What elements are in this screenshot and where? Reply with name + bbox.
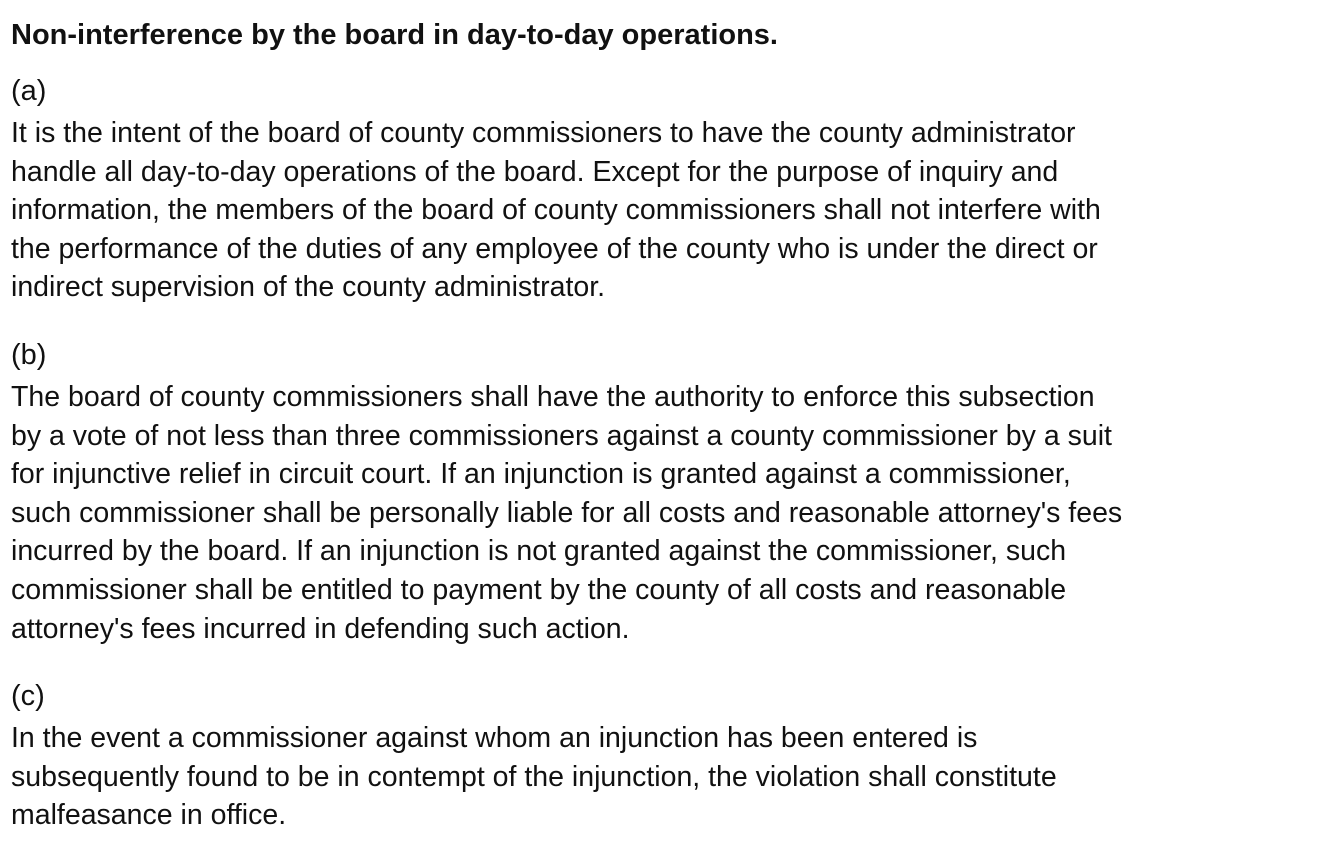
paragraph-line: The board of county commissioners shall have the authority to enforce this subsection <box>11 381 1095 413</box>
paragraph-line: indirect supervision of the county administrator. <box>11 271 606 304</box>
paragraph-line: In the event a commissioner against whom an injunction has been entered is <box>11 722 978 754</box>
section-marker-a: (a) <box>11 75 47 107</box>
paragraph-line: malfeasance in office. <box>11 799 287 832</box>
paragraph-line: the performance of the duties of any employee of the county who is under the direct or <box>11 232 1098 265</box>
paragraph-line: subsequently found to be in contempt of the injunction, the violation shall constitute <box>11 760 1057 793</box>
paragraph-line: attorney's fees incurred in defending such action. <box>11 612 630 645</box>
section-paragraph-a <box>11 114 1317 307</box>
paragraph-line: information, the members of the board of county commissioners shall not interfere with <box>11 194 1101 227</box>
paragraph-line: handle all day-to-day operations of the board. Except for the purpose of inquiry and <box>11 155 1059 188</box>
paragraph-line: for injunctive relief in circuit court. If an injunction is granted against a commissioner, <box>11 458 1071 491</box>
section-marker-c: (c) <box>11 680 45 712</box>
paragraph-line: such commissioner shall be personally liable for all costs and reasonable attorney's fees <box>11 496 1123 529</box>
section-marker-b: (b) <box>11 339 47 371</box>
paragraph-line: incurred by the board. If an injunction is not granted against the commissioner, such <box>11 535 1067 568</box>
paragraph-line: commissioner shall be entitled to payment by the county of all costs and reasonable <box>11 573 1067 606</box>
document-title: Non-interference by the board in day-to-day operations. <box>11 19 778 51</box>
paragraph-line: by a vote of not less than three commissioners against a county commissioner by a suit <box>11 419 1112 452</box>
section-paragraph-b <box>11 378 1317 648</box>
section-paragraph-c <box>11 719 1317 835</box>
paragraph-line: It is the intent of the board of county commissioners to have the county administrator <box>11 117 1076 149</box>
